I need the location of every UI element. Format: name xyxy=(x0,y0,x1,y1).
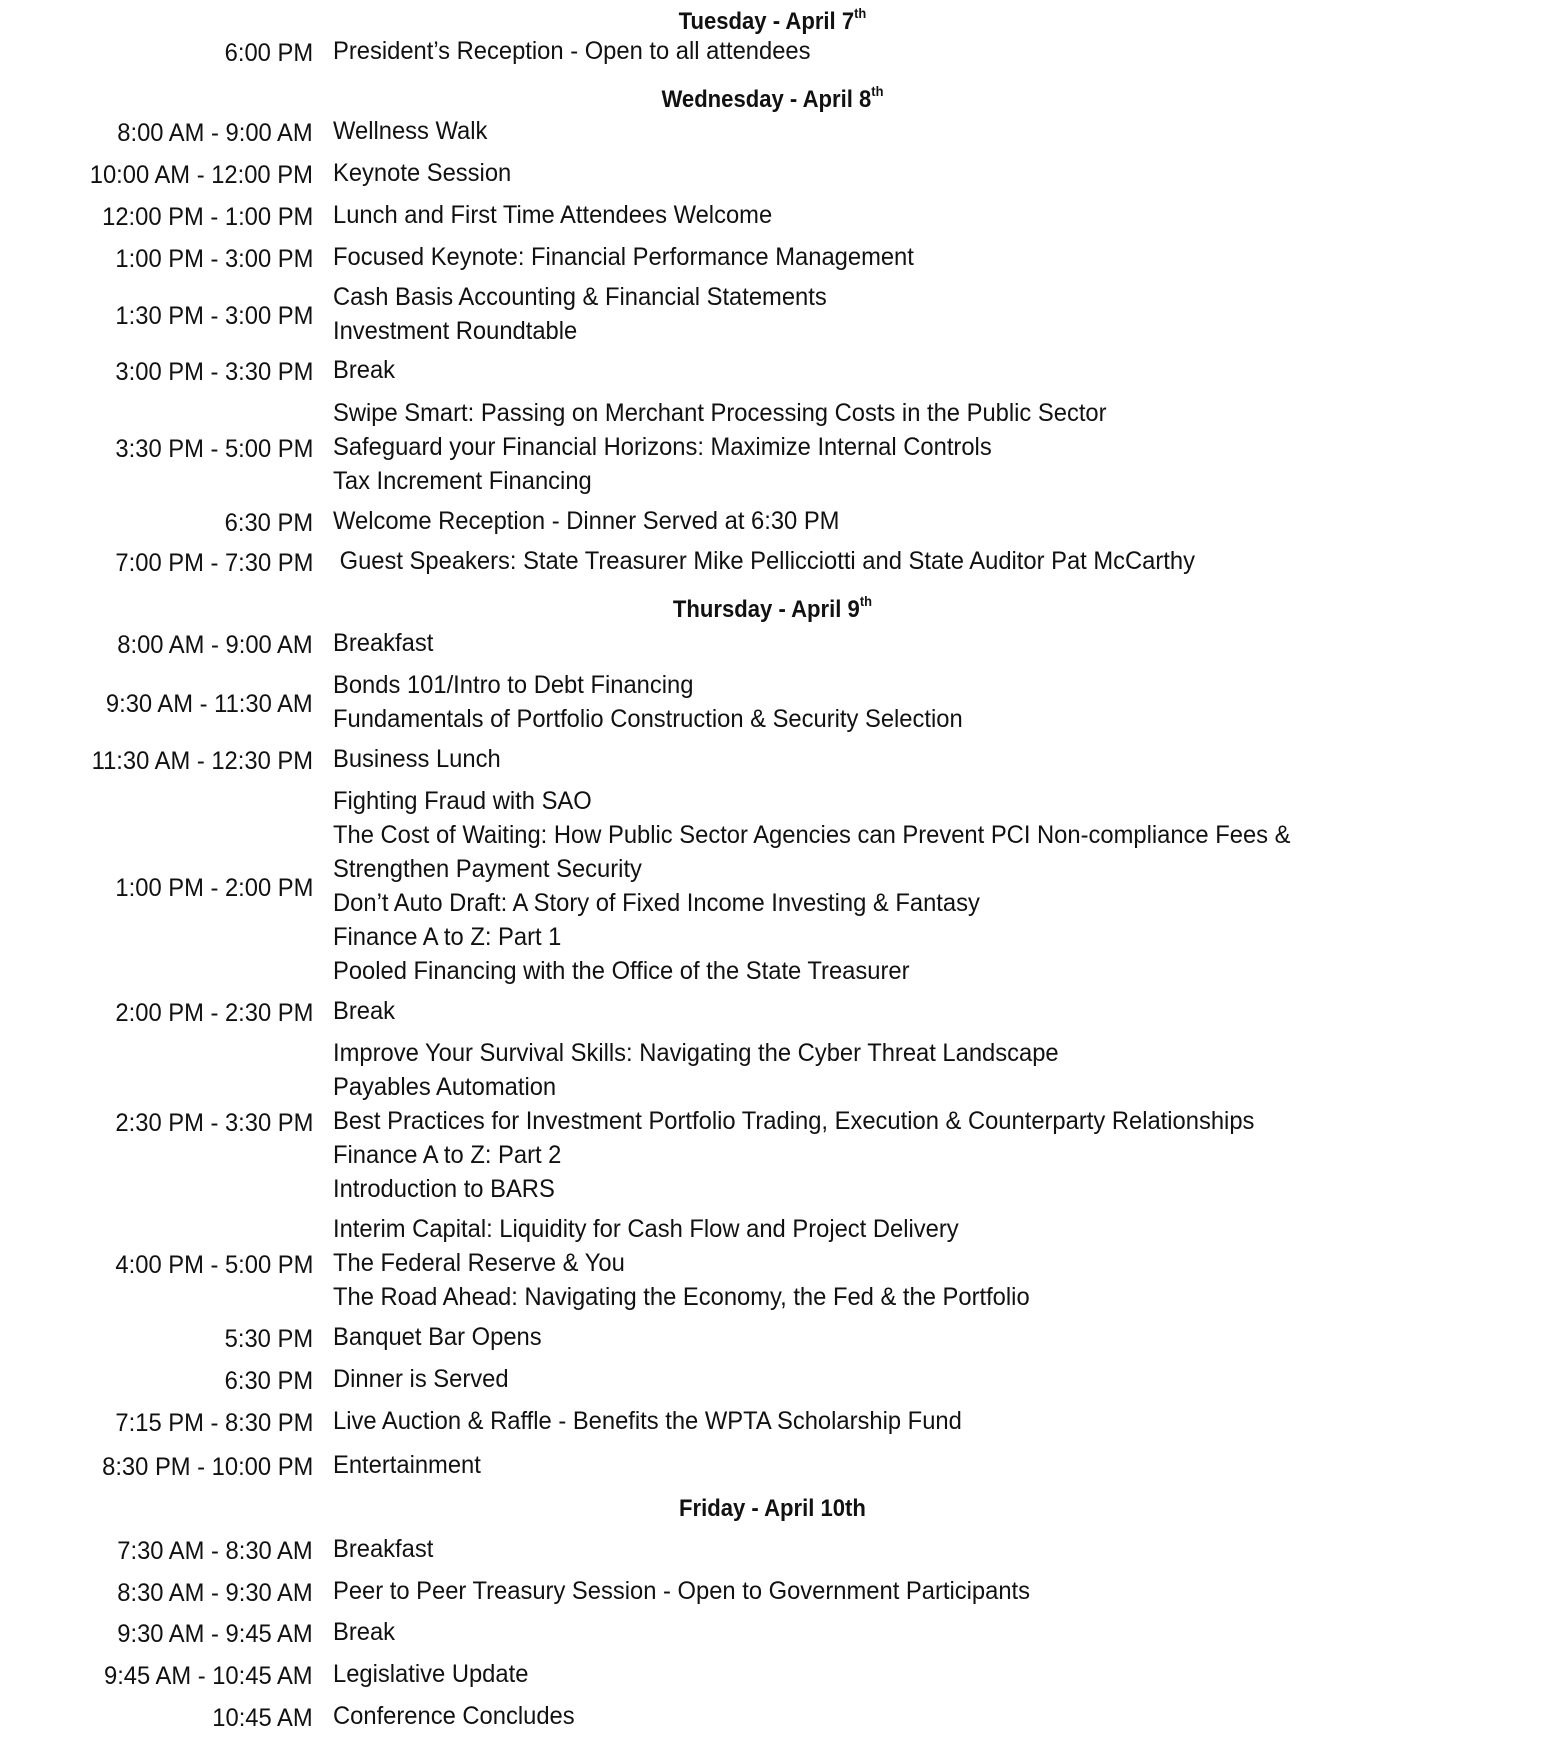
event-title xyxy=(333,1070,568,1104)
event-time-text: 8:00 AM - 9:00 AM xyxy=(117,119,313,147)
event-title-text: Don’t Auto Draft: A Story of Fixed Income Investing & Fantasy xyxy=(333,889,980,917)
event-title xyxy=(333,626,439,660)
event-title-text: Break xyxy=(333,997,396,1025)
day-label: Wednesday - April 8 xyxy=(661,86,872,113)
event-time xyxy=(93,1661,313,1691)
event-title xyxy=(333,1172,566,1206)
event-title xyxy=(333,280,853,314)
day-heading xyxy=(62,78,1483,115)
event-time xyxy=(78,160,313,190)
event-time xyxy=(95,689,313,719)
event-title-text: Swipe Smart: Passing on Merchant Processing Costs in the Public Sector xyxy=(333,399,1107,427)
event-title xyxy=(333,114,496,148)
event-title-text: Dinner is Served xyxy=(333,1365,509,1393)
event-title xyxy=(333,314,590,348)
event-time xyxy=(105,434,313,464)
event-title xyxy=(333,1362,518,1396)
event-title xyxy=(333,1615,398,1649)
event-title-text: Safeguard your Financial Horizons: Maximize Internal Controls xyxy=(333,433,992,461)
event-time-text: 9:30 AM - 11:30 AM xyxy=(106,690,313,718)
event-time-text: 7:30 AM - 8:30 AM xyxy=(117,1537,313,1565)
event-time xyxy=(105,998,313,1028)
event-title-text: Business Lunch xyxy=(333,745,501,773)
ordinal-suffix: th xyxy=(859,593,872,609)
event-time-text: 3:00 PM - 3:30 PM xyxy=(114,358,313,386)
event-time xyxy=(107,118,313,148)
event-time-text: 8:30 PM - 10:00 PM xyxy=(101,1453,313,1481)
event-title xyxy=(333,1448,489,1482)
event-title xyxy=(333,742,510,776)
event-time-text: 12:00 PM - 1:00 PM xyxy=(101,203,313,231)
event-time-text: 6:00 PM xyxy=(224,39,313,67)
event-time xyxy=(105,873,313,903)
event-title xyxy=(333,818,1341,852)
event-title-text: Welcome Reception - Dinner Served at 6:30 PM xyxy=(333,507,840,535)
event-time xyxy=(107,1536,313,1566)
event-title xyxy=(333,886,1014,920)
event-title-text: Finance A to Z: Part 2 xyxy=(333,1141,562,1169)
event-title xyxy=(333,1104,1303,1138)
event-title-text: Cash Basis Accounting & Financial Statements xyxy=(333,283,827,311)
event-title xyxy=(333,1280,1066,1314)
ordinal-suffix: th xyxy=(871,83,884,99)
event-title-text: Investment Roundtable xyxy=(333,317,578,345)
event-title xyxy=(333,1657,539,1691)
event-title xyxy=(333,1246,640,1280)
event-title-text: The Federal Reserve & You xyxy=(333,1249,625,1277)
event-title-text: Live Auction & Raffle - Benefits the WPTA Scholarship Fund xyxy=(333,1407,962,1435)
event-time xyxy=(107,630,313,660)
event-time-text: 8:30 AM - 9:30 AM xyxy=(117,1579,313,1607)
event-time-text: 8:00 AM - 9:00 AM xyxy=(117,631,313,659)
ordinal-suffix: th xyxy=(854,5,867,21)
event-time-text: 6:30 PM xyxy=(224,1367,313,1395)
event-title xyxy=(333,702,996,736)
event-time-text: 11:30 AM - 12:30 PM xyxy=(91,747,313,775)
event-title-text: Breakfast xyxy=(333,629,434,657)
event-title-text: Best Practices for Investment Portfolio Trading, Execution & Counterparty Relationships xyxy=(333,1107,1255,1135)
event-title xyxy=(333,1532,439,1566)
event-title xyxy=(333,1320,553,1354)
event-title xyxy=(333,198,795,232)
event-time-text: 1:30 PM - 3:00 PM xyxy=(114,302,313,330)
event-title xyxy=(333,784,605,818)
event-title xyxy=(333,1574,1067,1608)
event-time-text: 10:00 AM - 12:00 PM xyxy=(89,161,313,189)
event-title xyxy=(333,1138,573,1172)
event-title-text: Fundamentals of Portfolio Construction & Security Selection xyxy=(333,705,963,733)
event-title-text: Strengthen Payment Security xyxy=(333,855,642,883)
event-title-text: Pooled Financing with the Office of the State Treasurer xyxy=(333,957,910,985)
event-title-text: Lunch and First Time Attendees Welcome xyxy=(333,201,773,229)
event-title-text: Entertainment xyxy=(333,1451,481,1479)
event-title xyxy=(333,920,573,954)
event-title-text: President’s Reception - Open to all attendees xyxy=(333,37,811,65)
event-time xyxy=(105,1250,313,1280)
event-title xyxy=(333,1404,995,1438)
event-time xyxy=(207,1703,313,1733)
event-title-text: The Road Ahead: Navigating the Economy, the Fed & the Portfolio xyxy=(333,1283,1030,1311)
event-title-text: Finance A to Z: Part 1 xyxy=(333,923,562,951)
event-title xyxy=(333,34,836,68)
event-title-text: Focused Keynote: Financial Performance Management xyxy=(333,243,914,271)
event-title-text: Tax Increment Financing xyxy=(333,467,592,495)
day-label: Friday - April 10th xyxy=(679,1495,866,1522)
day-label: Tuesday - April 7 xyxy=(678,8,855,35)
event-time-text: 3:30 PM - 5:00 PM xyxy=(114,435,313,463)
event-time xyxy=(105,301,313,331)
event-time-text: 1:00 PM - 3:00 PM xyxy=(114,245,313,273)
day-heading xyxy=(62,0,1483,37)
event-title xyxy=(333,954,940,988)
day-heading xyxy=(62,588,1483,625)
event-time xyxy=(107,1619,313,1649)
event-time-text: 1:00 PM - 2:00 PM xyxy=(114,874,313,902)
event-time-text: 6:30 PM xyxy=(224,509,313,537)
event-time-text: 9:45 AM - 10:45 AM xyxy=(104,1662,313,1690)
event-time-text: 4:00 PM - 5:00 PM xyxy=(114,1251,313,1279)
event-title xyxy=(333,353,398,387)
event-title-text: Break xyxy=(333,356,396,384)
event-time xyxy=(105,244,313,274)
event-title-text: Wellness Walk xyxy=(333,117,488,145)
event-time-text: 5:30 PM xyxy=(224,1325,313,1353)
event-title xyxy=(333,504,866,538)
event-time-text: 10:45 AM xyxy=(212,1704,313,1732)
event-time xyxy=(220,508,313,538)
event-title-text: Banquet Bar Opens xyxy=(333,1323,542,1351)
event-time xyxy=(107,1578,313,1608)
event-time xyxy=(91,202,313,232)
event-time xyxy=(105,548,313,578)
event-time xyxy=(91,1452,313,1482)
event-time xyxy=(220,1366,313,1396)
event-title xyxy=(333,994,398,1028)
event-time xyxy=(220,1324,313,1354)
event-time-text: 2:00 PM - 2:30 PM xyxy=(114,999,313,1027)
event-title xyxy=(333,430,1026,464)
event-title-text: Guest Speakers: State Treasurer Mike Pellicciotti and State Auditor Pat McCarthy xyxy=(333,547,1195,575)
event-title xyxy=(333,668,712,702)
event-title xyxy=(333,156,521,190)
event-time xyxy=(220,38,313,68)
event-title-text: Introduction to BARS xyxy=(333,1175,555,1203)
event-title-text: The Cost of Waiting: How Public Sector Agencies can Prevent PCI Non-compliance Fees & xyxy=(333,821,1291,849)
event-time-text: 9:30 AM - 9:45 AM xyxy=(117,1620,313,1648)
event-time-text: 7:00 PM - 7:30 PM xyxy=(114,549,313,577)
event-title-text: Breakfast xyxy=(333,1535,434,1563)
event-time xyxy=(105,357,313,387)
event-time xyxy=(105,1408,313,1438)
event-title xyxy=(333,544,1240,578)
event-title-text: Bonds 101/Intro to Debt Financing xyxy=(333,671,694,699)
day-label: Thursday - April 9 xyxy=(672,596,860,623)
event-title-text: Fighting Fraud with SAO xyxy=(333,787,592,815)
event-title-text: Conference Concludes xyxy=(333,1702,575,1730)
event-title-text: Improve Your Survival Skills: Navigating the Cyber Threat Landscape xyxy=(333,1039,1059,1067)
event-title-text: Payables Automation xyxy=(333,1073,557,1101)
event-title-text: Interim Capital: Liquidity for Cash Flow and Project Delivery xyxy=(333,1215,959,1243)
event-title-text: Keynote Session xyxy=(333,159,512,187)
event-time-text: 7:15 PM - 8:30 PM xyxy=(114,1409,313,1437)
event-title xyxy=(333,396,1147,430)
event-title-text: Break xyxy=(333,1618,396,1646)
event-title xyxy=(333,1036,1097,1070)
event-title xyxy=(333,240,944,274)
event-title-text: Legislative Update xyxy=(333,1660,529,1688)
day-heading xyxy=(62,1494,1483,1524)
event-title xyxy=(333,1212,992,1246)
event-time xyxy=(105,1108,313,1138)
event-title xyxy=(333,464,605,498)
event-title-text: Peer to Peer Treasury Session - Open to Government Participants xyxy=(333,1577,1031,1605)
event-title xyxy=(333,852,658,886)
event-title xyxy=(333,1699,587,1733)
event-time xyxy=(80,746,313,776)
event-time-text: 2:30 PM - 3:30 PM xyxy=(114,1109,313,1137)
